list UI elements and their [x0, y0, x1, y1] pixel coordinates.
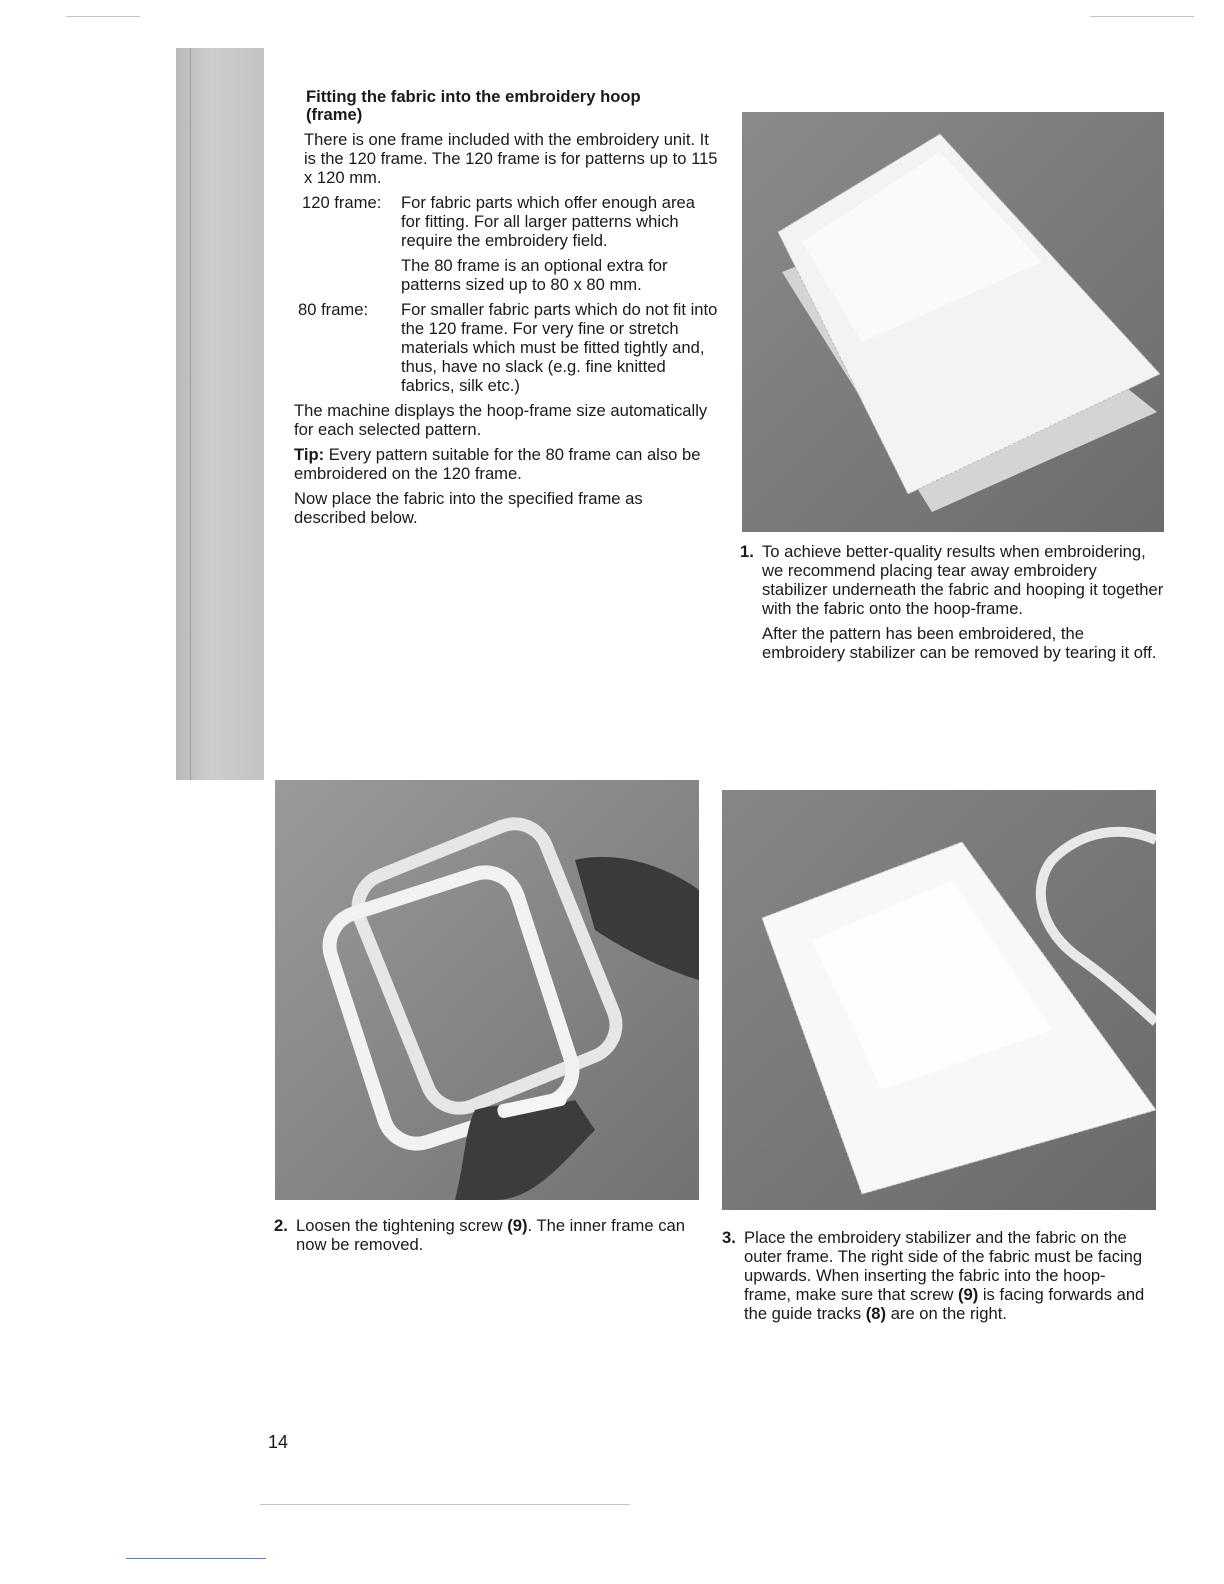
- photo-hoop-frames-in-hands: [275, 780, 699, 1200]
- step-1-text-2: After the pattern has been embroidered, the embroidery stabilizer can be removed by tearing it off.: [762, 624, 1157, 662]
- frame-80-term: 80 frame:: [298, 300, 369, 319]
- photo-stabilizer-and-fabric: [742, 112, 1164, 532]
- step-2-text-a: Loosen the tightening screw: [296, 1216, 503, 1235]
- photo-fabric-on-outer-frame: [722, 790, 1156, 1210]
- frame-80-definition: [294, 300, 718, 401]
- step-3-text-b: is facing forwards and the guide tracks: [744, 1285, 1145, 1323]
- scan-edge-top-right: [1090, 16, 1194, 17]
- step-1: [740, 542, 1164, 668]
- step-3-text-c: are on the right.: [890, 1304, 1007, 1323]
- closing-note: Now place the fabric into the specified frame as described below.: [294, 489, 643, 527]
- frame-120-desc: For fabric parts which offer enough area for fitting. For all larger patterns which require the embroidery field.: [401, 193, 695, 250]
- display-note: The machine displays the hoop-frame size automatically for each selected pattern.: [294, 401, 708, 439]
- step-2-text: [296, 1216, 698, 1254]
- step-2: [274, 1216, 698, 1260]
- scan-edge-bottom: [260, 1504, 630, 1505]
- scan-edge-footer: [126, 1558, 266, 1559]
- step-3-number: 3.: [722, 1228, 736, 1247]
- step-2-number: 2.: [274, 1216, 288, 1235]
- intro-paragraph: There is one frame included with the embroidery unit. It is the 120 frame. The 120 frame is for patterns up to 115 x 120 mm.: [304, 130, 718, 187]
- page-number: 14: [268, 1432, 289, 1452]
- intro-section: [294, 88, 718, 533]
- step-3-guide-tracks-ref: (8): [865, 1304, 887, 1323]
- frame-80-desc: For smaller fabric parts which do not fit into the 120 frame. For very fine or stretch materials which must be fitted tightly and, thus, have no slack (e.g. fine knitted fabrics, silk etc.): [401, 300, 718, 395]
- frame-120-term: 120 frame:: [302, 193, 382, 212]
- frame-120-definition: [294, 193, 718, 300]
- tip: [294, 445, 718, 483]
- step-2-text-b: . The inner frame can now be removed.: [296, 1216, 685, 1254]
- step-1-number: 1.: [740, 542, 754, 561]
- frame-80-note: The 80 frame is an optional extra for patterns sized up to 80 x 80 mm.: [401, 256, 668, 294]
- side-bar: [176, 48, 264, 780]
- step-3-text-a: Place the embroidery stabilizer and the fabric on the outer frame. The right side of the fabric must be facing upwards. When inserting the fabric into the hoop-frame, make sure that screw: [744, 1228, 1143, 1304]
- step-3-screw-ref: (9): [957, 1285, 979, 1304]
- section-title: Fitting the fabric into the embroidery hoop (frame): [306, 87, 641, 124]
- tip-label: Tip:: [294, 445, 325, 464]
- step-1-text: To achieve better-quality results when embroidering, we recommend placing tear away embroidery stabilizer underneath the fabric and hooping it together with the fabric onto the hoop-frame.: [762, 542, 1164, 618]
- scan-edge-top-left: [66, 16, 140, 17]
- tip-text: Every pattern suitable for the 80 frame can also be embroidered on the 120 frame.: [294, 445, 701, 483]
- step-3: [722, 1228, 1146, 1329]
- step-3-text: [744, 1228, 1146, 1323]
- step-2-screw-ref: (9): [507, 1216, 528, 1235]
